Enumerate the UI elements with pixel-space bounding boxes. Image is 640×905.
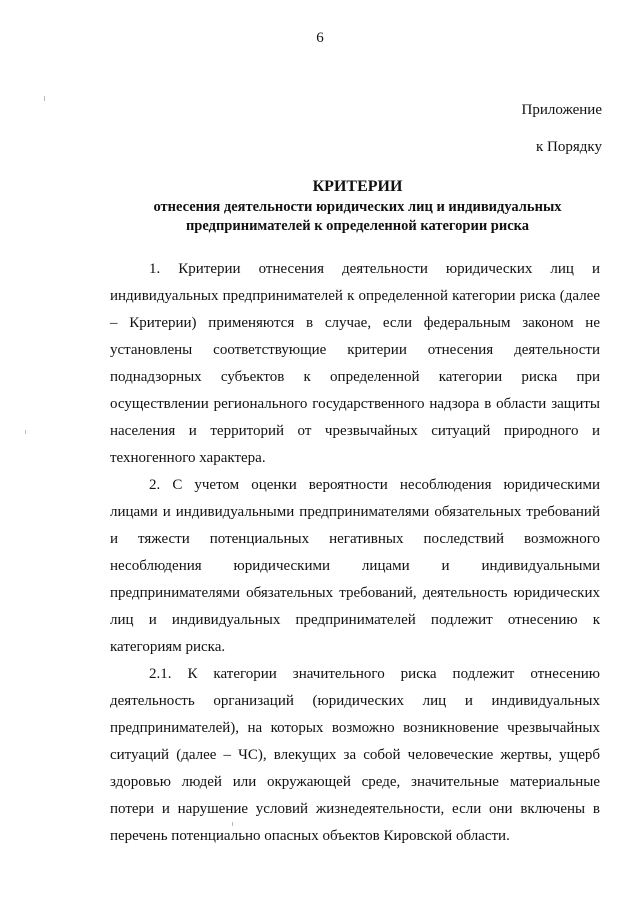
appendix-reference [521,92,602,166]
scan-mark [44,96,45,101]
paragraph-2-1: 2.1. К категории значительного риска подлежит отнесению деятельность организаций (юридических лиц и индивидуальных предпринимателей), на которых возможно возникновение чрезвычайных ситуаций (далее – ЧС), влекущих за собой человеческие жертвы, ущерб здоровью людей или окружающей среде, значительные материальные потери и нарушение условий жизнедеятельности, если они включены в перечень потенциально опасных объектов Кировской области. [110,666,600,844]
document-body [110,256,600,850]
paragraph-1: 1. Критерии отнесения деятельности юридических лиц и индивидуальных предпринимателей к определенной категории риска (далее – Критерии) применяются в случае, если федеральным законом не установлены соответствующие критерии отнесения деятельности поднадзорных субъектов к определенной категории риска при осуществлении регионального государственного надзора в области защиты населения и территорий от чрезвычайных ситуаций природного и техногенного характера. [110,261,600,466]
page-number: 6 [316,30,324,46]
document-subtitle-line-1: отнесения деятельности юридических лиц и индивидуальных [153,199,562,215]
document-heading [110,176,605,236]
scan-mark [232,822,233,826]
paragraph-2: 2. С учетом оценки вероятности несоблюдения юридическими лицами и индивидуальными предпринимателями обязательных требований и тяжести потенциальных негативных последствий возможного несоблюдения юридическими лицами и индивидуальными предпринимателями обязательных требований, деятельность юридических лиц и индивидуальных предпринимателей подлежит отнесению к категориям риска. [110,477,600,655]
appendix-label: Приложение [521,102,602,118]
document-subtitle-line-2: предпринимателей к определенной категории риска [185,218,530,234]
document-title: КРИТЕРИИ [312,178,403,195]
scan-mark [25,430,26,434]
appendix-order-ref: к Порядку [536,139,602,155]
